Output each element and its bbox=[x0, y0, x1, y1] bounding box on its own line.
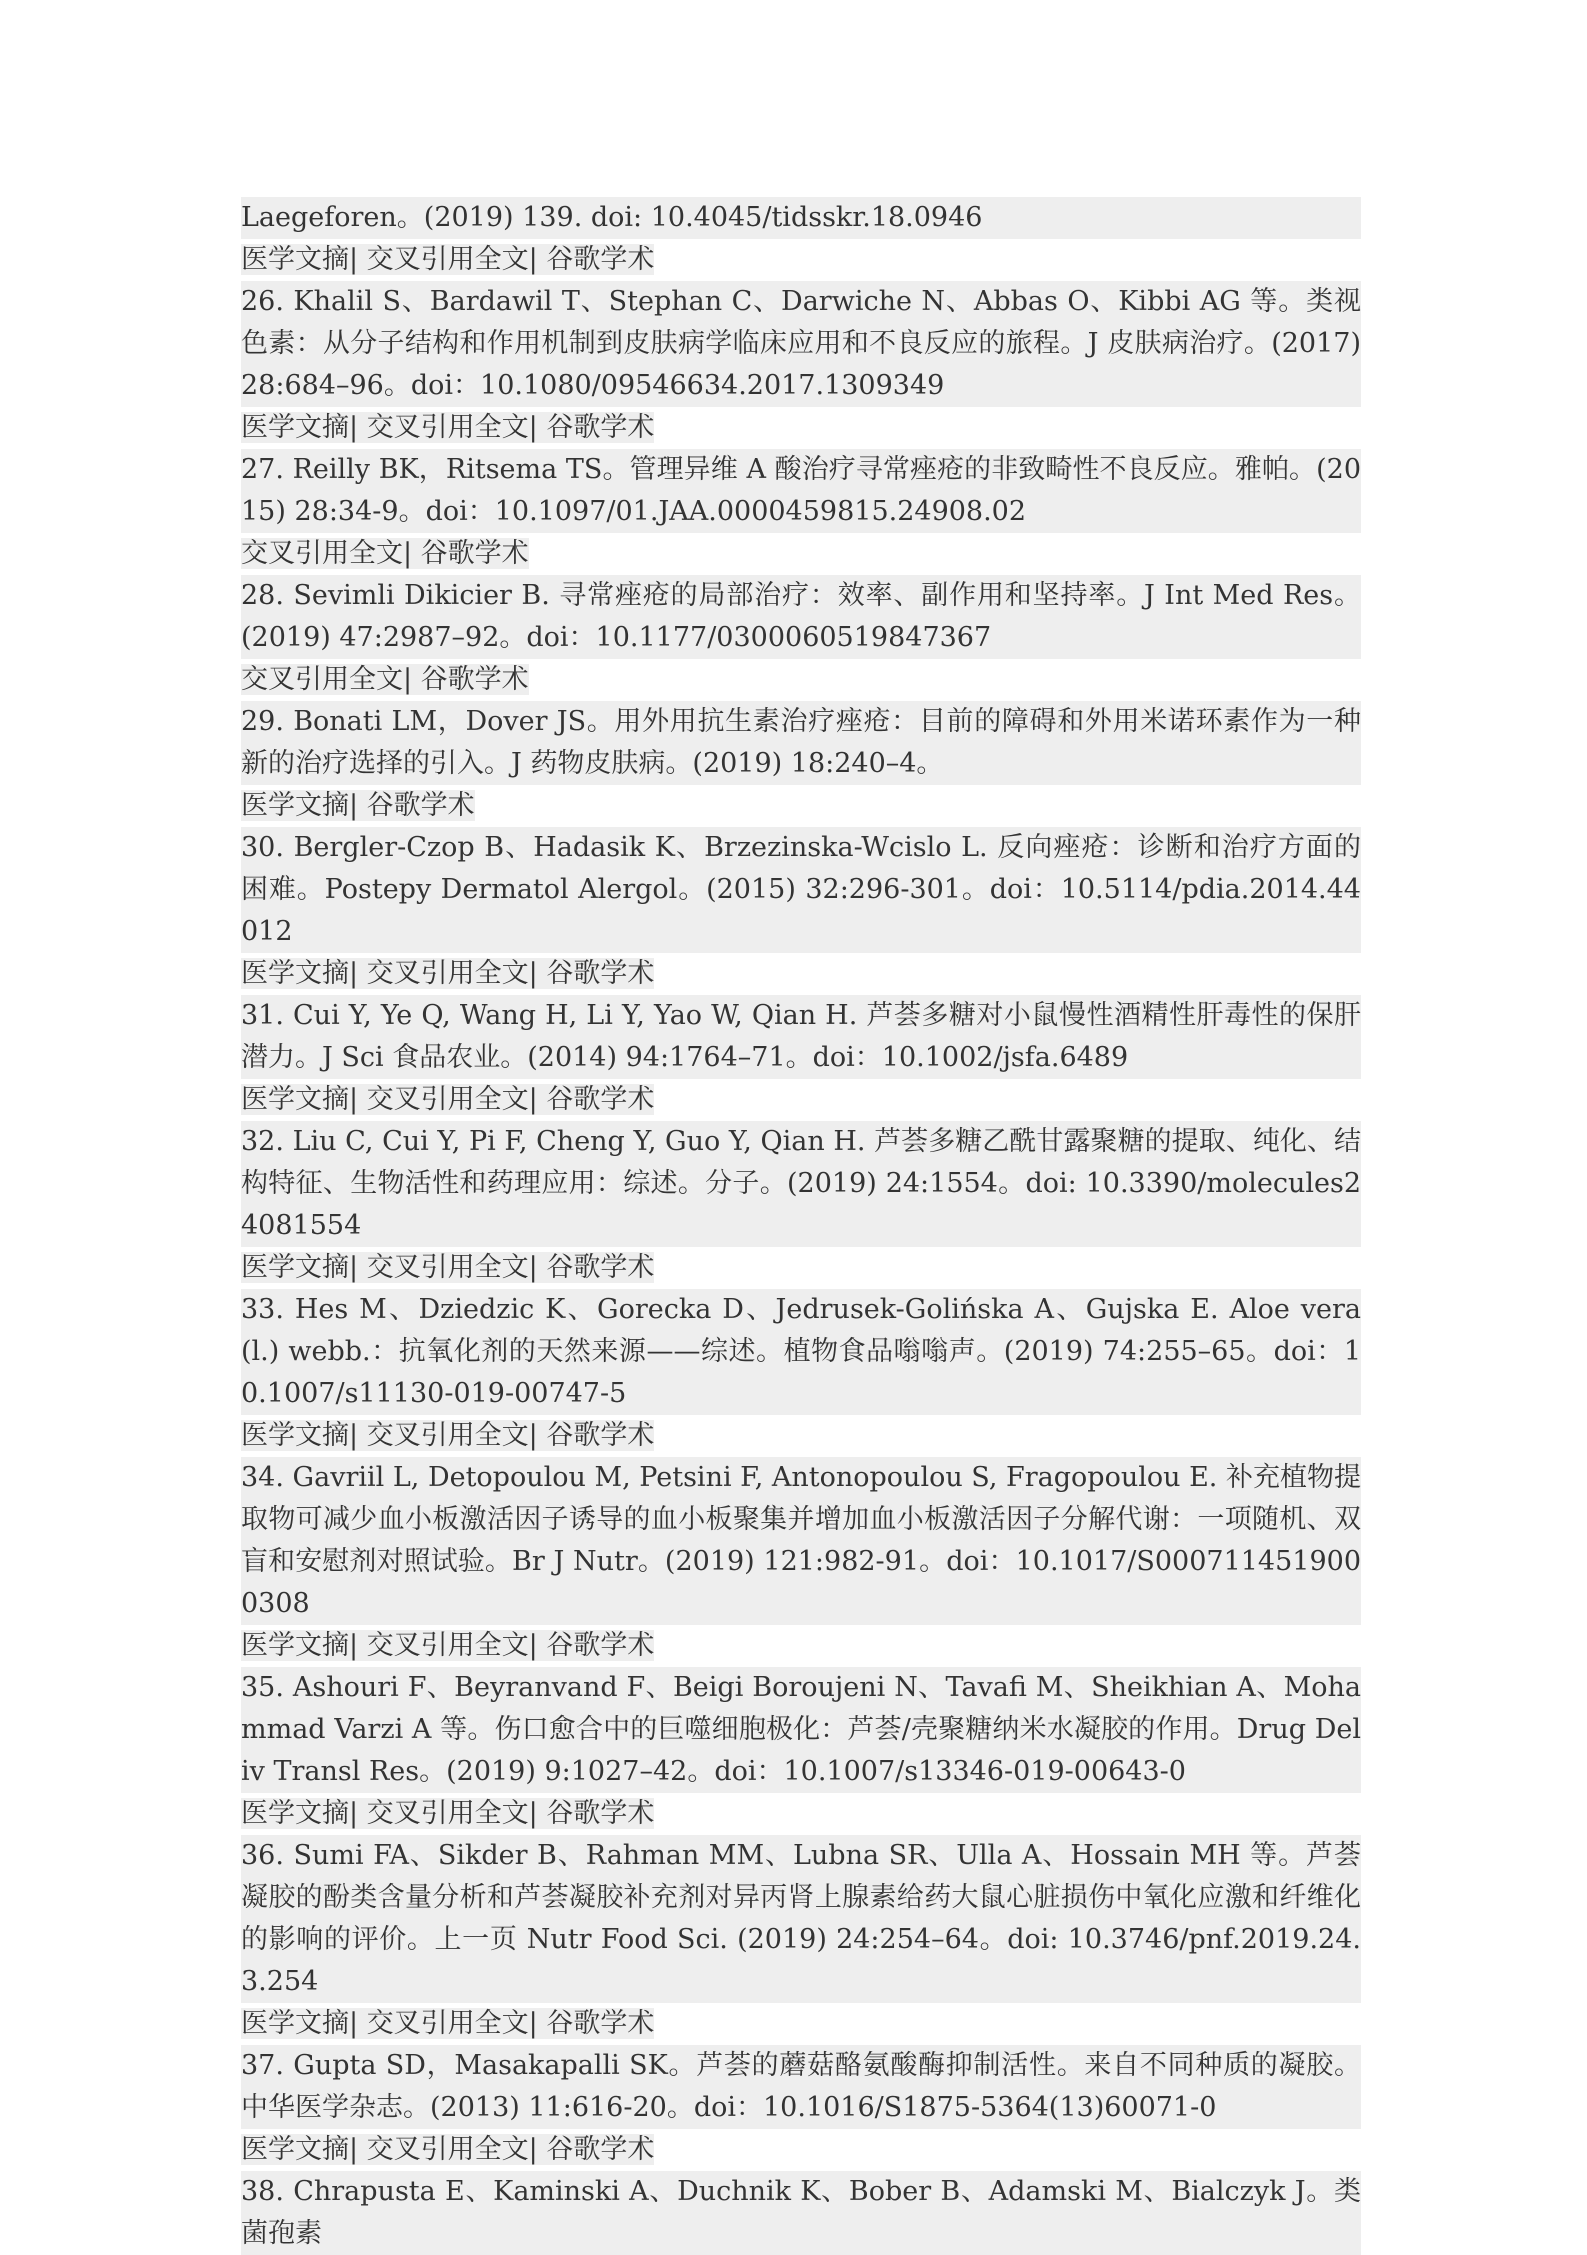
reference-links[interactable] bbox=[241, 2003, 1361, 2045]
reference-links[interactable] bbox=[241, 2129, 1361, 2171]
reference-entry bbox=[241, 1457, 1361, 1667]
reference-text: 37. Gupta SD，Masakapalli SK。芦荟的蘑菇酪氨酸酶抑制活性。来自不同种质的凝胶。中华医学杂志。(2013) 11:616-20。doi：10.1016/S1875-5364(13)60071-0 bbox=[241, 2045, 1361, 2129]
reference-links-text[interactable]: 医学文摘| 谷歌学术 bbox=[241, 790, 475, 821]
reference-text: 27. Reilly BK，Ritsema TS。管理异维 A 酸治疗寻常痤疮的非致畸性不良反应。雅帕。(2015) 28:34-9。doi：10.1097/01.JAA.0000459815.24908.02 bbox=[241, 449, 1361, 533]
reference-entry bbox=[241, 197, 1361, 281]
reference-links[interactable] bbox=[241, 239, 1361, 281]
reference-text: 32. Liu C, Cui Y, Pi F, Cheng Y, Guo Y, Qian H. 芦荟多糖乙酰甘露聚糖的提取、纯化、结构特征、生物活性和药理应用：综述。分子。(2019) 24:1554。doi: 10.3390/molecules24081554 bbox=[241, 1121, 1361, 1247]
reference-links[interactable] bbox=[241, 533, 1361, 575]
reference-links[interactable] bbox=[241, 659, 1361, 701]
reference-text: 31. Cui Y, Ye Q, Wang H, Li Y, Yao W, Qian H. 芦荟多糖对小鼠慢性酒精性肝毒性的保肝潜力。J Sci 食品农业。(2014) 94:1764–71。doi：10.1002/jsfa.6489 bbox=[241, 995, 1361, 1079]
reference-links-text[interactable]: 医学文摘| 交叉引用全文| 谷歌学术 bbox=[241, 244, 655, 275]
reference-entry bbox=[241, 827, 1361, 995]
reference-links-text[interactable]: 医学文摘| 交叉引用全文| 谷歌学术 bbox=[241, 2134, 655, 2165]
reference-entry bbox=[241, 281, 1361, 449]
reference-text: 34. Gavriil L, Detopoulou M, Petsini F, Antonopoulou S, Fragopoulou E. 补充植物提取物可减少血小板激活因子诱导的血小板聚集并增加血小板激活因子分解代谢：一项随机、双盲和安慰剂对照试验。Br J Nutr。(2019) 121:982-91。doi：10.1017/S0007114519000308 bbox=[241, 1457, 1361, 1625]
reference-text: 38. Chrapusta E、Kaminski A、Duchnik K、Bober B、Adamski M、Bialczyk J。类菌孢素 bbox=[241, 2171, 1361, 2255]
reference-links[interactable] bbox=[241, 953, 1361, 995]
reference-links-text[interactable]: 医学文摘| 交叉引用全文| 谷歌学术 bbox=[241, 1798, 655, 1829]
reference-links-text[interactable]: 医学文摘| 交叉引用全文| 谷歌学术 bbox=[241, 1252, 655, 1283]
reference-entry bbox=[241, 575, 1361, 701]
reference-text: 29. Bonati LM，Dover JS。用外用抗生素治疗痤疮：目前的障碍和外用米诺环素作为一种新的治疗选择的引入。J 药物皮肤病。(2019) 18:240–4。 bbox=[241, 701, 1361, 785]
reference-links-text[interactable]: 医学文摘| 交叉引用全文| 谷歌学术 bbox=[241, 958, 655, 989]
reference-links[interactable] bbox=[241, 1793, 1361, 1835]
reference-entry bbox=[241, 2045, 1361, 2171]
reference-links[interactable] bbox=[241, 1247, 1361, 1289]
reference-text: 28. Sevimli Dikicier B. 寻常痤疮的局部治疗：效率、副作用和坚持率。J Int Med Res。(2019) 47:2987–92。doi：10.1177/0300060519847367 bbox=[241, 575, 1361, 659]
reference-links[interactable] bbox=[241, 1625, 1361, 1667]
reference-entry bbox=[241, 2171, 1361, 2255]
reference-entry bbox=[241, 1121, 1361, 1289]
reference-text: 30. Bergler-Czop B、Hadasik K、Brzezinska-Wcislo L. 反向痤疮：诊断和治疗方面的困难。Postepy Dermatol Alergol。(2015) 32:296-301。doi：10.5114/pdia.2014.44012 bbox=[241, 827, 1361, 953]
reference-links-text[interactable]: 医学文摘| 交叉引用全文| 谷歌学术 bbox=[241, 412, 655, 443]
reference-entry bbox=[241, 701, 1361, 827]
reference-entry bbox=[241, 1289, 1361, 1457]
reference-links[interactable] bbox=[241, 1415, 1361, 1457]
reference-entry bbox=[241, 449, 1361, 575]
reference-links-text[interactable]: 医学文摘| 交叉引用全文| 谷歌学术 bbox=[241, 1630, 655, 1661]
reference-links-text[interactable]: 交叉引用全文| 谷歌学术 bbox=[241, 538, 529, 569]
reference-links[interactable] bbox=[241, 1079, 1361, 1121]
reference-links-text[interactable]: 医学文摘| 交叉引用全文| 谷歌学术 bbox=[241, 1084, 655, 1115]
reference-text: 26. Khalil S、Bardawil T、Stephan C、Darwiche N、Abbas O、Kibbi AG 等。类视色素：从分子结构和作用机制到皮肤病学临床应用和不良反应的旅程。J 皮肤病治疗。(2017) 28:684–96。doi：10.1080/09546634.2017.1309349 bbox=[241, 281, 1361, 407]
reference-text: 36. Sumi FA、Sikder B、Rahman MM、Lubna SR、Ulla A、Hossain MH 等。芦荟凝胶的酚类含量分析和芦荟凝胶补充剂对异丙肾上腺素给药大鼠心脏损伤中氧化应激和纤维化的影响的评价。上一页 Nutr Food Sci. (2019) 24:254–64。doi: 10.3746/pnf.2019.24.3.254 bbox=[241, 1835, 1361, 2003]
reference-links[interactable] bbox=[241, 407, 1361, 449]
reference-list bbox=[241, 197, 1361, 2255]
reference-links-text[interactable]: 医学文摘| 交叉引用全文| 谷歌学术 bbox=[241, 1420, 655, 1451]
reference-entry bbox=[241, 1835, 1361, 2045]
reference-text: Laegeforen。(2019) 139. doi: 10.4045/tidsskr.18.0946 bbox=[241, 197, 1361, 239]
reference-entry bbox=[241, 1667, 1361, 1835]
reference-links-text[interactable]: 医学文摘| 交叉引用全文| 谷歌学术 bbox=[241, 2008, 655, 2039]
reference-text: 35. Ashouri F、Beyranvand F、Beigi Boroujeni N、Tavafi M、Sheikhian A、Mohammad Varzi A 等。伤口愈合中的巨噬细胞极化：芦荟/壳聚糖纳米水凝胶的作用。Drug Deliv Transl Res。(2019) 9:1027–42。doi：10.1007/s13346-019-00643-0 bbox=[241, 1667, 1361, 1793]
reference-links-text[interactable]: 交叉引用全文| 谷歌学术 bbox=[241, 664, 529, 695]
reference-entry bbox=[241, 995, 1361, 1121]
reference-links[interactable] bbox=[241, 785, 1361, 827]
reference-text: 33. Hes M、Dziedzic K、Gorecka D、Jedrusek-Golińska A、Gujska E. Aloe vera (l.) webb.：抗氧化剂的天然来源——综述。植物食品嗡嗡声。(2019) 74:255–65。doi：10.1007/s11130-019-00747-5 bbox=[241, 1289, 1361, 1415]
